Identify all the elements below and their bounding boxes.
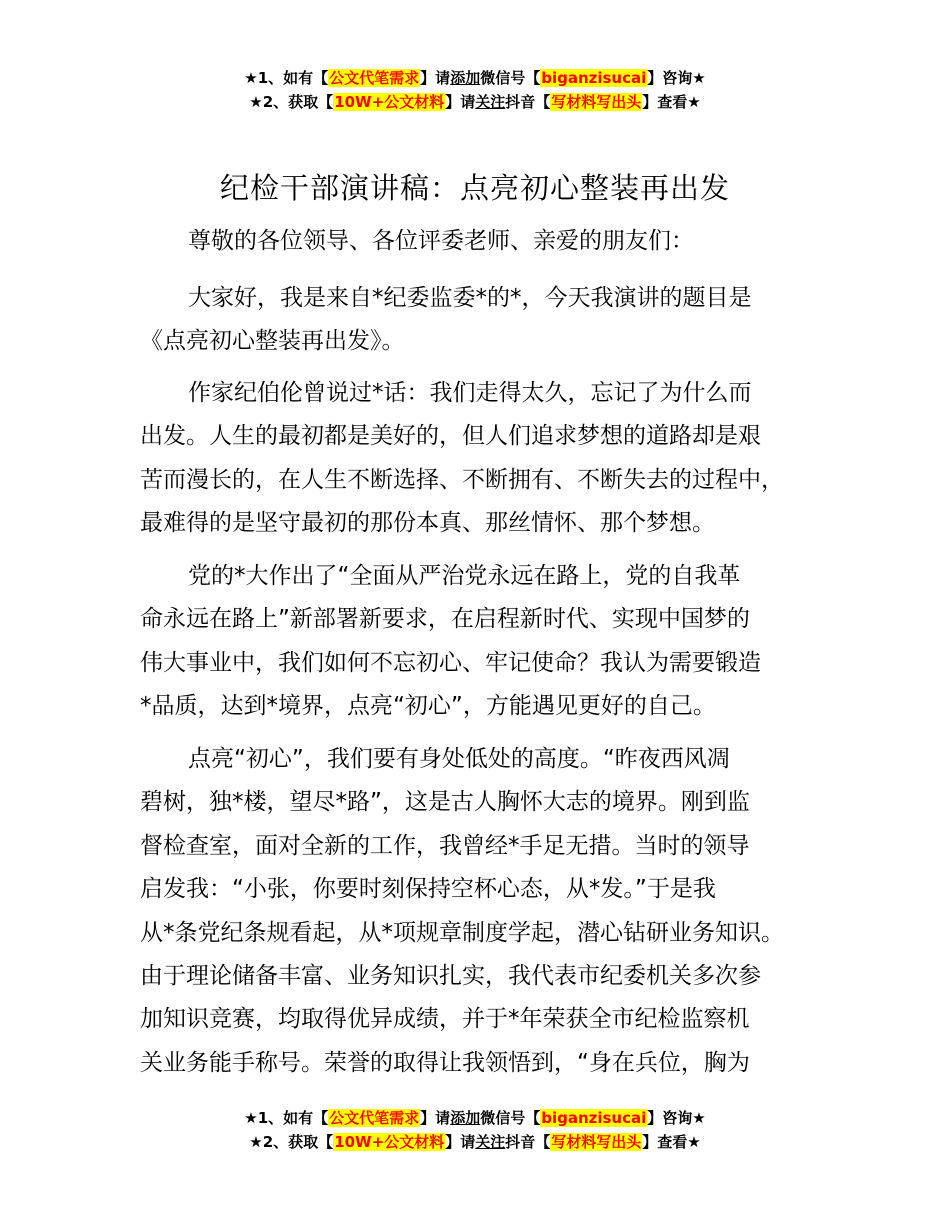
text-line: 督检查室，面对全新的工作，我曾经*手足无措。当时的领导 [140, 832, 750, 859]
banner-text: 微信号【 [480, 1109, 541, 1127]
banner-underline: 关注 [475, 1133, 506, 1151]
text-line: 命永远在路上”新部署新要求，在启程新时代、实现中国梦的 [140, 606, 750, 633]
text-line: 启发我：“小张，你要时刻保持空杯心态，从*发。”于是我 [140, 876, 716, 903]
banner-highlight: 公文代笔需求 [329, 1109, 420, 1127]
banner-text: ★1、如有【 [244, 69, 329, 87]
text-line: 党的*大作出了“全面从严治党永远在路上，党的自我革 [188, 563, 741, 589]
banner-line-2 [0, 90, 950, 114]
text-line: 大家好，我是来自*纪委监委*的*，今天我演讲的题目是 [188, 285, 752, 311]
banner-text: ★2、获取【 [249, 1133, 334, 1151]
text-line: *品质，达到*境界，点亮“初心”，方能遇见更好的自己。 [140, 693, 716, 720]
banner-text: ★2、获取【 [249, 93, 334, 111]
paragraph-lighting-heart [140, 738, 840, 1085]
banner-text: 微信号【 [480, 69, 541, 87]
text-line: 尊敬的各位领导、各位评委老师、亲爱的朋友们： [188, 228, 694, 254]
text-line: 苦而漫长的，在人生不断选择、不断拥有、不断失去的过程中， [140, 466, 784, 493]
banner-text: 】请 [445, 93, 476, 111]
banner-underline: 添加 [450, 69, 481, 87]
banner-underline: 添加 [450, 1109, 481, 1127]
paragraph-greeting [140, 277, 840, 364]
paragraph-party-congress [140, 555, 840, 729]
banner-text: 】请 [420, 1109, 451, 1127]
footer-banner [0, 1106, 950, 1154]
text-line: 从*条党纪条规看起，从*项规章制度学起，潜心钻研业务知识。 [140, 919, 784, 946]
banner-text: 】请 [420, 69, 451, 87]
banner-underline: 关注 [475, 93, 506, 111]
text-line: 由于理论储备丰富、业务知识扎实，我代表市纪委机关多次参 [140, 963, 761, 990]
banner-highlight: 10W+公文材料 [334, 1133, 445, 1151]
banner-highlight: 10W+公文材料 [334, 93, 445, 111]
banner-text: ★1、如有【 [244, 1109, 329, 1127]
text-line: 碧树，独*楼，望尽*路”，这是古人胸怀大志的境界。刚到监 [140, 789, 750, 816]
banner-line-2 [0, 1130, 950, 1154]
banner-highlight: biganzisucai [541, 1109, 647, 1127]
banner-highlight: 写材料写出头 [551, 93, 642, 111]
banner-text: 】查看★ [642, 93, 701, 111]
banner-text: 抖音【 [505, 1133, 551, 1151]
banner-highlight: biganzisucai [541, 69, 647, 87]
text-line: 作家纪伯伦曾说过*话：我们走得太久，忘记了为什么而 [188, 380, 752, 406]
banner-text: 抖音【 [505, 93, 551, 111]
document-title: 纪检干部演讲稿：点亮初心整装再出发 [219, 171, 730, 205]
text-line: 点亮“初心”，我们要有身处低处的高度。“昨夜西风凋 [188, 746, 730, 772]
banner-highlight: 写材料写出头 [551, 1133, 642, 1151]
text-line: 关业务能手称号。荣誉的取得让我领悟到，“身在兵位，胸为 [140, 1049, 750, 1076]
text-line: 《点亮初心整装再出发》。 [140, 328, 405, 355]
text-line: 加知识竞赛，均取得优异成绩，并于*年荣获全市纪检监察机 [140, 1006, 750, 1033]
banner-line-1 [0, 1106, 950, 1130]
banner-highlight: 公文代笔需求 [329, 69, 420, 87]
text-line: 出发。人生的最初都是美好的，但人们追求梦想的道路却是艰 [140, 423, 761, 450]
paragraph-salutation [140, 220, 840, 263]
banner-text: 】请 [445, 1133, 476, 1151]
text-line: 伟大事业中，我们如何不忘初心、牢记使命？我认为需要锻造 [140, 649, 761, 676]
text-line: 最难得的是坚守最初的那份本真、那丝情怀、那个梦想。 [140, 510, 715, 537]
banner-line-1 [0, 66, 950, 90]
banner-text: 】咨询★ [647, 69, 706, 87]
header-banner [0, 66, 950, 114]
banner-text: 】查看★ [642, 1133, 701, 1151]
banner-text: 】咨询★ [647, 1109, 706, 1127]
paragraph-gibran-quote [140, 372, 840, 546]
